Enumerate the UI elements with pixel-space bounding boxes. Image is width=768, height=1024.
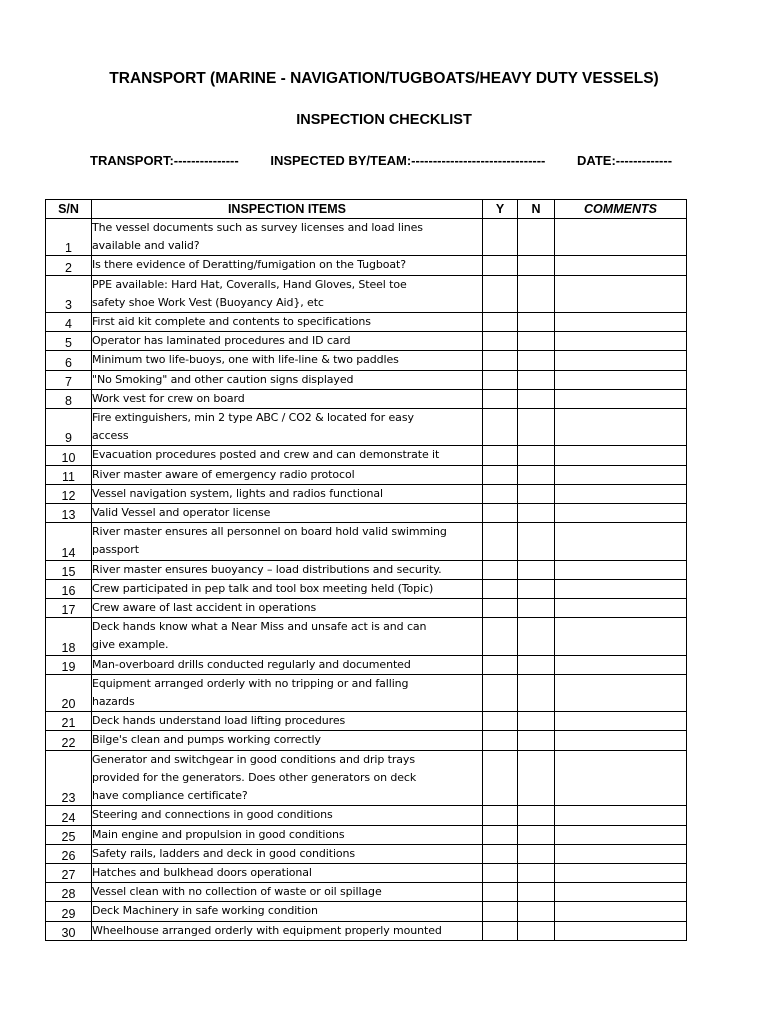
no-cell[interactable] bbox=[518, 389, 555, 408]
inspection-item-line: Operator has laminated procedures and ID card bbox=[92, 334, 351, 348]
column-header-y: Y bbox=[483, 200, 518, 219]
no-cell[interactable] bbox=[518, 275, 555, 312]
yes-cell[interactable] bbox=[483, 921, 518, 940]
table-row bbox=[46, 409, 687, 446]
inspection-item bbox=[92, 655, 483, 674]
checklist-body bbox=[46, 219, 687, 941]
row-number: 8 bbox=[46, 389, 92, 408]
table-row bbox=[46, 313, 687, 332]
inspection-item-line: Steering and connections in good conditions bbox=[92, 808, 333, 822]
inspection-item bbox=[92, 523, 483, 560]
yes-cell[interactable] bbox=[483, 219, 518, 256]
table-row bbox=[46, 731, 687, 750]
inspection-item-line: River master ensures buoyancy – load distributions and security. bbox=[92, 562, 442, 576]
yes-cell[interactable] bbox=[483, 883, 518, 902]
comments-cell[interactable] bbox=[555, 712, 687, 731]
inspection-item-line: Man-overboard drills conducted regularly and documented bbox=[92, 657, 411, 671]
inspection-item bbox=[92, 219, 483, 256]
row-number: 3 bbox=[46, 275, 92, 312]
inspection-item bbox=[92, 409, 483, 446]
inspection-item bbox=[92, 465, 483, 484]
table-row bbox=[46, 370, 687, 389]
table-row bbox=[46, 579, 687, 598]
row-number: 15 bbox=[46, 560, 92, 579]
column-header-items: INSPECTION ITEMS bbox=[92, 200, 483, 219]
no-cell[interactable] bbox=[518, 618, 555, 655]
yes-cell[interactable] bbox=[483, 712, 518, 731]
yes-cell[interactable] bbox=[483, 863, 518, 882]
inspection-item bbox=[92, 446, 483, 465]
document-subtitle: INSPECTION CHECKLIST bbox=[296, 112, 472, 128]
comments-cell[interactable] bbox=[555, 256, 687, 275]
row-number: 26 bbox=[46, 844, 92, 863]
inspection-item-line: "No Smoking" and other caution signs displayed bbox=[92, 372, 354, 386]
inspection-item-line: Bilge's clean and pumps working correctly bbox=[92, 733, 321, 747]
inspection-item-line: Safety rails, ladders and deck in good conditions bbox=[92, 846, 356, 860]
document-title: TRANSPORT (MARINE - NAVIGATION/TUGBOATS/HEAVY DUTY VESSELS) bbox=[109, 70, 659, 87]
row-number: 29 bbox=[46, 902, 92, 921]
no-cell[interactable] bbox=[518, 712, 555, 731]
table-row bbox=[46, 863, 687, 882]
comments-cell[interactable] bbox=[555, 731, 687, 750]
no-cell[interactable] bbox=[518, 446, 555, 465]
table-row bbox=[46, 560, 687, 579]
no-cell[interactable] bbox=[518, 370, 555, 389]
yes-cell[interactable] bbox=[483, 902, 518, 921]
row-number: 21 bbox=[46, 712, 92, 731]
table-row bbox=[46, 825, 687, 844]
table-row bbox=[46, 750, 687, 806]
table-row bbox=[46, 351, 687, 370]
inspection-item bbox=[92, 484, 483, 503]
comments-cell[interactable] bbox=[555, 332, 687, 351]
inspection-item bbox=[92, 560, 483, 579]
no-cell[interactable] bbox=[518, 883, 555, 902]
column-header-sn: S/N bbox=[46, 200, 92, 219]
inspection-item-line: Deck hands understand load lifting procedures bbox=[92, 714, 346, 728]
no-cell[interactable] bbox=[518, 523, 555, 560]
table-row bbox=[46, 504, 687, 523]
inspection-item bbox=[92, 332, 483, 351]
comments-cell[interactable] bbox=[555, 275, 687, 312]
inspection-item-line: Is there evidence of Deratting/fumigation on the Tugboat? bbox=[92, 258, 406, 272]
row-number: 24 bbox=[46, 806, 92, 825]
row-number: 5 bbox=[46, 332, 92, 351]
row-number: 7 bbox=[46, 370, 92, 389]
inspection-item-line: access bbox=[92, 429, 129, 443]
yes-cell[interactable] bbox=[483, 275, 518, 312]
comments-cell[interactable] bbox=[555, 219, 687, 256]
inspection-item bbox=[92, 863, 483, 882]
row-number: 30 bbox=[46, 921, 92, 940]
row-number: 11 bbox=[46, 465, 92, 484]
comments-cell[interactable] bbox=[555, 902, 687, 921]
row-number: 16 bbox=[46, 579, 92, 598]
inspection-item bbox=[92, 750, 483, 806]
table-row bbox=[46, 484, 687, 503]
no-cell[interactable] bbox=[518, 825, 555, 844]
comments-cell[interactable] bbox=[555, 806, 687, 825]
no-cell[interactable] bbox=[518, 465, 555, 484]
inspection-item bbox=[92, 731, 483, 750]
inspection-item bbox=[92, 806, 483, 825]
inspection-item bbox=[92, 674, 483, 711]
table-row bbox=[46, 523, 687, 560]
comments-cell[interactable] bbox=[555, 674, 687, 711]
inspection-item-line: Vessel clean with no collection of waste or oil spillage bbox=[92, 885, 382, 899]
row-number: 19 bbox=[46, 655, 92, 674]
table-row bbox=[46, 902, 687, 921]
row-number: 9 bbox=[46, 409, 92, 446]
no-cell[interactable] bbox=[518, 579, 555, 598]
comments-cell[interactable] bbox=[555, 579, 687, 598]
comments-cell[interactable] bbox=[555, 504, 687, 523]
comments-cell[interactable] bbox=[555, 599, 687, 618]
inspection-item-line: have compliance certificate? bbox=[92, 789, 248, 803]
comments-cell[interactable] bbox=[555, 523, 687, 560]
no-cell[interactable] bbox=[518, 599, 555, 618]
row-number: 12 bbox=[46, 484, 92, 503]
yes-cell[interactable] bbox=[483, 560, 518, 579]
column-header-comments: COMMENTS bbox=[555, 200, 687, 219]
yes-cell[interactable] bbox=[483, 523, 518, 560]
no-cell[interactable] bbox=[518, 351, 555, 370]
row-number: 6 bbox=[46, 351, 92, 370]
inspection-item bbox=[92, 712, 483, 731]
comments-cell[interactable] bbox=[555, 883, 687, 902]
inspection-item-line: give example. bbox=[92, 638, 169, 652]
inspection-item-line: Crew participated in pep talk and tool box meeting held (Topic) bbox=[92, 581, 434, 595]
comments-cell[interactable] bbox=[555, 863, 687, 882]
row-number: 10 bbox=[46, 446, 92, 465]
yes-cell[interactable] bbox=[483, 618, 518, 655]
inspection-item-line: Equipment arranged orderly with no tripping or and falling bbox=[92, 676, 409, 690]
no-cell[interactable] bbox=[518, 750, 555, 806]
yes-cell[interactable] bbox=[483, 446, 518, 465]
transport-field: TRANSPORT:--------------- bbox=[90, 153, 239, 168]
yes-cell[interactable] bbox=[483, 484, 518, 503]
comments-cell[interactable] bbox=[555, 825, 687, 844]
no-cell[interactable] bbox=[518, 332, 555, 351]
comments-cell[interactable] bbox=[555, 313, 687, 332]
inspection-item-line: Crew aware of last accident in operations bbox=[92, 601, 317, 615]
table-row bbox=[46, 332, 687, 351]
row-number: 14 bbox=[46, 523, 92, 560]
comments-cell[interactable] bbox=[555, 409, 687, 446]
row-number: 27 bbox=[46, 863, 92, 882]
no-cell[interactable] bbox=[518, 504, 555, 523]
date-field: DATE:------------- bbox=[577, 153, 673, 168]
inspection-item-line: Main engine and propulsion in good conditions bbox=[92, 827, 345, 841]
no-cell[interactable] bbox=[518, 674, 555, 711]
table-row bbox=[46, 712, 687, 731]
no-cell[interactable] bbox=[518, 921, 555, 940]
table-row bbox=[46, 446, 687, 465]
comments-cell[interactable] bbox=[555, 484, 687, 503]
inspection-item-line: Work vest for crew on board bbox=[92, 391, 245, 405]
inspection-item bbox=[92, 618, 483, 655]
comments-cell[interactable] bbox=[555, 655, 687, 674]
yes-cell[interactable] bbox=[483, 504, 518, 523]
inspection-item-line: Hatches and bulkhead doors operational bbox=[92, 865, 312, 879]
yes-cell[interactable] bbox=[483, 579, 518, 598]
inspection-item-line: PPE available: Hard Hat, Coveralls, Hand Gloves, Steel toe bbox=[92, 277, 407, 291]
yes-cell[interactable] bbox=[483, 351, 518, 370]
inspection-item-line: hazards bbox=[92, 695, 135, 709]
comments-cell[interactable] bbox=[555, 351, 687, 370]
header-fields bbox=[90, 153, 690, 168]
inspection-item-line: Wheelhouse arranged orderly with equipment properly mounted bbox=[92, 923, 442, 937]
inspection-item bbox=[92, 389, 483, 408]
no-cell[interactable] bbox=[518, 731, 555, 750]
no-cell[interactable] bbox=[518, 313, 555, 332]
comments-cell[interactable] bbox=[555, 750, 687, 806]
row-number: 17 bbox=[46, 599, 92, 618]
comments-cell[interactable] bbox=[555, 389, 687, 408]
comments-cell[interactable] bbox=[555, 844, 687, 863]
no-cell[interactable] bbox=[518, 655, 555, 674]
yes-cell[interactable] bbox=[483, 256, 518, 275]
inspection-item-line: River master ensures all personnel on board hold valid swimming bbox=[92, 525, 447, 539]
inspection-item bbox=[92, 275, 483, 312]
inspection-item-line: provided for the generators. Does other generators on deck bbox=[92, 770, 417, 784]
table-row bbox=[46, 599, 687, 618]
row-number: 25 bbox=[46, 825, 92, 844]
comments-cell[interactable] bbox=[555, 618, 687, 655]
table-header-row bbox=[46, 200, 687, 219]
row-number: 4 bbox=[46, 313, 92, 332]
row-number: 1 bbox=[46, 219, 92, 256]
row-number: 20 bbox=[46, 674, 92, 711]
table-row bbox=[46, 806, 687, 825]
table-row bbox=[46, 883, 687, 902]
yes-cell[interactable] bbox=[483, 599, 518, 618]
table-row bbox=[46, 275, 687, 312]
comments-cell[interactable] bbox=[555, 921, 687, 940]
yes-cell[interactable] bbox=[483, 465, 518, 484]
inspection-item-line: Evacuation procedures posted and crew and can demonstrate it bbox=[92, 448, 440, 462]
inspection-item bbox=[92, 825, 483, 844]
inspection-item bbox=[92, 351, 483, 370]
yes-cell[interactable] bbox=[483, 409, 518, 446]
inspection-item-line: Minimum two life-buoys, one with life-line & two paddles bbox=[92, 353, 399, 367]
yes-cell[interactable] bbox=[483, 825, 518, 844]
inspection-item bbox=[92, 921, 483, 940]
yes-cell[interactable] bbox=[483, 389, 518, 408]
table-row bbox=[46, 844, 687, 863]
yes-cell[interactable] bbox=[483, 313, 518, 332]
yes-cell[interactable] bbox=[483, 806, 518, 825]
inspection-item-line: Vessel navigation system, lights and radios functional bbox=[92, 486, 383, 500]
table-row bbox=[46, 256, 687, 275]
inspection-item-line: safety shoe Work Vest (Buoyancy Aid}, etc bbox=[92, 295, 324, 309]
row-number: 13 bbox=[46, 504, 92, 523]
row-number: 28 bbox=[46, 883, 92, 902]
inspection-item bbox=[92, 599, 483, 618]
inspected-by-field: INSPECTED BY/TEAM:------------------------------- bbox=[270, 153, 546, 168]
inspection-item bbox=[92, 504, 483, 523]
yes-cell[interactable] bbox=[483, 370, 518, 389]
no-cell[interactable] bbox=[518, 409, 555, 446]
inspection-item-line: passport bbox=[92, 543, 139, 557]
table-row bbox=[46, 618, 687, 655]
inspection-item-line: River master aware of emergency radio protocol bbox=[92, 467, 355, 481]
inspection-item bbox=[92, 579, 483, 598]
inspection-item-line: available and valid? bbox=[92, 239, 200, 253]
table-row bbox=[46, 219, 687, 256]
table-row bbox=[46, 674, 687, 711]
no-cell[interactable] bbox=[518, 560, 555, 579]
row-number: 23 bbox=[46, 750, 92, 806]
comments-cell[interactable] bbox=[555, 465, 687, 484]
inspection-item bbox=[92, 883, 483, 902]
inspection-item-line: Generator and switchgear in good conditions and drip trays bbox=[92, 752, 415, 766]
yes-cell[interactable] bbox=[483, 750, 518, 806]
no-cell[interactable] bbox=[518, 256, 555, 275]
inspection-item-line: Deck Machinery in safe working condition bbox=[92, 904, 318, 918]
inspection-checklist-table bbox=[45, 199, 687, 941]
inspection-item-line: Fire extinguishers, min 2 type ABC / CO2 & located for easy bbox=[92, 411, 414, 425]
table-row bbox=[46, 921, 687, 940]
yes-cell[interactable] bbox=[483, 674, 518, 711]
comments-cell[interactable] bbox=[555, 560, 687, 579]
table-row bbox=[46, 465, 687, 484]
no-cell[interactable] bbox=[518, 844, 555, 863]
inspection-item-line: First aid kit complete and contents to specifications bbox=[92, 315, 371, 329]
no-cell[interactable] bbox=[518, 863, 555, 882]
inspection-item-line: The vessel documents such as survey licenses and load lines bbox=[92, 221, 423, 234]
table-row bbox=[46, 655, 687, 674]
yes-cell[interactable] bbox=[483, 655, 518, 674]
yes-cell[interactable] bbox=[483, 731, 518, 750]
comments-cell[interactable] bbox=[555, 446, 687, 465]
column-header-n: N bbox=[518, 200, 555, 219]
inspection-item bbox=[92, 370, 483, 389]
yes-cell[interactable] bbox=[483, 332, 518, 351]
inspection-item-line: Valid Vessel and operator license bbox=[92, 506, 271, 520]
no-cell[interactable] bbox=[518, 484, 555, 503]
row-number: 18 bbox=[46, 618, 92, 655]
row-number: 22 bbox=[46, 731, 92, 750]
inspection-item bbox=[92, 256, 483, 275]
inspection-item-line: Deck hands know what a Near Miss and unsafe act is and can bbox=[92, 620, 427, 634]
yes-cell[interactable] bbox=[483, 844, 518, 863]
inspection-item bbox=[92, 313, 483, 332]
row-number: 2 bbox=[46, 256, 92, 275]
no-cell[interactable] bbox=[518, 219, 555, 256]
inspection-item bbox=[92, 902, 483, 921]
no-cell[interactable] bbox=[518, 902, 555, 921]
inspection-item bbox=[92, 844, 483, 863]
table-row bbox=[46, 389, 687, 408]
no-cell[interactable] bbox=[518, 806, 555, 825]
comments-cell[interactable] bbox=[555, 370, 687, 389]
